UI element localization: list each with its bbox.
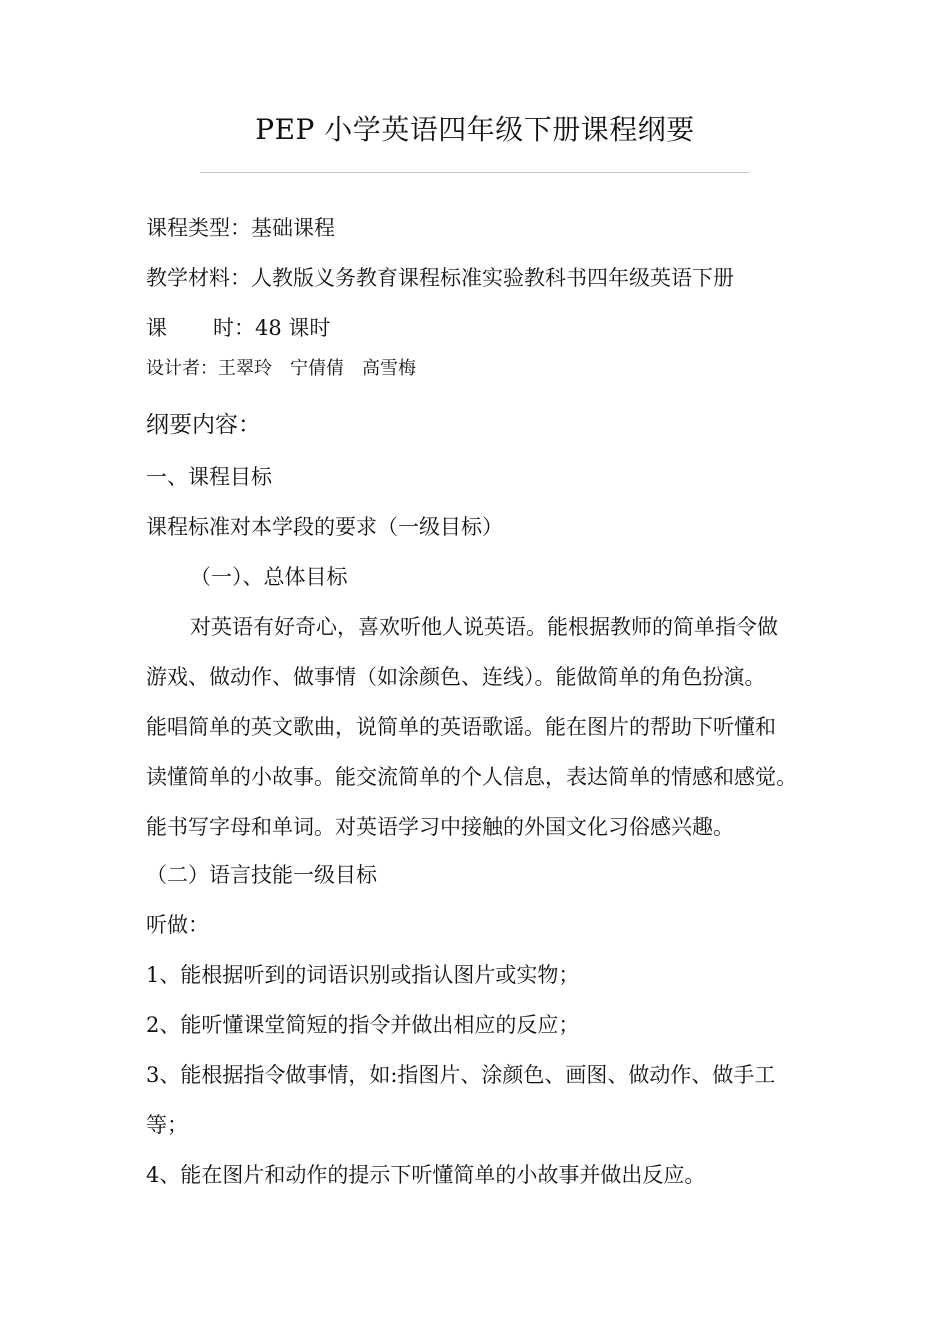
course-type: 课程类型：基础课程: [146, 216, 335, 240]
designers: 设计者：王翠玲 宁倩倩 高雪梅: [146, 358, 416, 379]
paragraph-line: 能书写字母和单词。对英语学习中接触的外国文化习俗感兴趣。: [146, 815, 734, 839]
title-divider: [200, 172, 750, 173]
subsection-overall-goals: （一）、总体目标: [190, 565, 348, 589]
document-title: PEP 小学英语四年级下册课程纲要: [255, 113, 695, 146]
course-hours-label-b: 时：48 课时: [213, 316, 331, 340]
teaching-material: 教学材料：人教版义务教育课程标准实验教科书四年级英语下册: [146, 266, 734, 290]
standard-requirement: 课程标准对本学段的要求（一级目标）: [146, 515, 503, 539]
outline-heading: 纲要内容：: [146, 412, 261, 438]
paragraph-line: 能唱简单的英文歌曲，说简单的英语歌谣。能在图片的帮助下听懂和: [146, 715, 776, 739]
subsection-skills: （二）语言技能一级目标: [146, 863, 377, 887]
paragraph-line: 游戏、做动作、做事情（如涂颜色、连线）。能做简单的角色扮演。: [146, 665, 766, 689]
list-item: 1、能根据听到的词语识别或指认图片或实物；: [146, 963, 580, 987]
section-course-goals: 一、课程目标: [146, 465, 272, 489]
list-item-continuation: 等；: [146, 1113, 188, 1137]
list-item: 4、能在图片和动作的提示下听懂简单的小故事并做出反应。: [146, 1163, 706, 1187]
course-hours-label-a: 课: [146, 316, 167, 340]
list-item: 3、能根据指令做事情，如:指图片、涂颜色、画图、做动作、做手工: [146, 1063, 776, 1087]
course-hours: [146, 314, 330, 342]
paragraph-line: 读懂简单的小故事。能交流简单的个人信息，表达简单的情感和感觉。: [146, 765, 797, 789]
paragraph-line: 对英语有好奇心，喜欢听他人说英语。能根据教师的简单指令做: [190, 615, 778, 639]
list-item: 2、能听懂课堂简短的指令并做出相应的反应；: [146, 1013, 580, 1037]
listen-do-label: 听做：: [146, 913, 209, 937]
